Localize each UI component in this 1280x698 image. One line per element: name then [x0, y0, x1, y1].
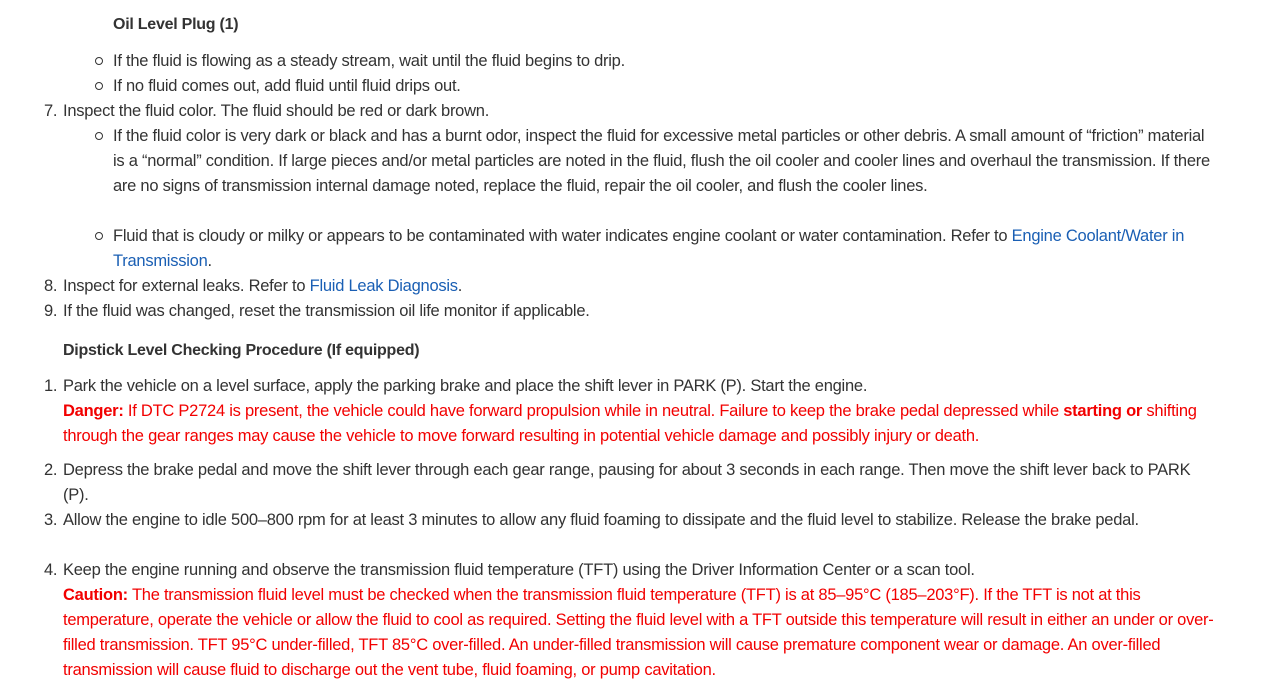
punctuation: .: [207, 252, 212, 270]
step-number: 2.: [44, 461, 58, 479]
item-text: Keep the engine running and observe the transmission fluid temperature (TFT) using the Driver Information Center or a scan tool.: [63, 561, 975, 579]
item-text: Fluid that is cloudy or milky or appears to be contaminated with water indicates engine coolant or water contamination. Refer to: [113, 227, 1012, 245]
step-number: 8.: [44, 277, 58, 295]
danger-warning: [63, 399, 1228, 449]
step-text: Allow the engine to idle 500–800 rpm for at least 3 minutes to allow any fluid foaming to dissipate and the fluid level to stabilize. Release the brake pedal.: [63, 511, 1139, 529]
fluid-leak-diagnosis-link[interactable]: Fluid Leak Diagnosis: [309, 277, 458, 295]
warning-text: If DTC P2724 is present, the vehicle could have forward propulsion while in neutral. Failure to keep the brake pedal depressed while: [123, 402, 1064, 420]
danger-label: Danger:: [63, 402, 124, 420]
step-number: 9.: [44, 302, 58, 320]
step-text: Depress the brake pedal and move the shift lever through each gear range, pausing for about 3 seconds in each range. Then move the shift lever back to PARK (P).: [63, 461, 1191, 504]
warning-bold: starting or: [1063, 402, 1143, 420]
step-text: If the fluid was changed, reset the transmission oil life monitor if applicable.: [63, 302, 590, 320]
step-text: [63, 558, 1233, 683]
bullet-icon: [95, 232, 103, 240]
list-item: If the fluid color is very dark or black and has a burnt odor, inspect the fluid for excessive metal particles or other debris. A small amount of “friction” material is a “normal” condition. If large pieces and/or metal particles are noted in the fluid, flush the oil cooler and cooler lines and overhaul the transmission. If there are no signs of transmission internal damage noted, replace the fluid, repair the oil cooler, and flush the cooler lines.: [113, 127, 1210, 195]
oil-plug-heading: Oil Level Plug (1): [113, 16, 239, 33]
step-number: 1.: [44, 377, 58, 395]
step-number: 4.: [44, 561, 58, 579]
caution-label: Caution:: [63, 586, 128, 604]
bullet-icon: [95, 82, 103, 90]
step-text: [63, 374, 1228, 449]
caution-warning: [63, 583, 1233, 683]
punctuation: .: [457, 277, 463, 295]
step-number: 7.: [44, 102, 58, 120]
step-text: [63, 274, 462, 299]
engine-coolant-link[interactable]: Engine Coolant/Water in Transmission: [113, 227, 1185, 270]
step-text: Inspect the fluid color. The fluid should be red or dark brown.: [63, 102, 490, 120]
list-item: If the fluid is flowing as a steady stream, wait until the fluid begins to drip.: [113, 52, 625, 70]
warning-text: shifting through the gear ranges may cause the vehicle to move forward resulting in potential vehicle damage and possibly injury or death.: [63, 402, 1197, 445]
list-item: [113, 224, 1193, 274]
item-text: Inspect for external leaks. Refer to: [63, 277, 310, 295]
warning-text: The transmission fluid level must be checked when the transmission fluid temperature (TFT) is at 85–95°C (185–203°F). If the TFT is not at this temperature, operate the vehicle or allow the fluid to cool as required. Setting the fluid level with a TFT outside this temperature will result in either an under or over-filled transmission. TFT 95°C under-filled, TFT 85°C over-filled. An under-filled transmission will cause premature component wear or damage. An over-filled transmission will cause fluid to discharge out the vent tube, fluid foaming, or pump cavitation.: [63, 586, 1214, 679]
bullet-icon: [95, 132, 103, 140]
bullet-icon: [95, 57, 103, 65]
dipstick-heading: Dipstick Level Checking Procedure (If equipped): [63, 342, 420, 359]
item-text: Park the vehicle on a level surface, apply the parking brake and place the shift lever in PARK (P). Start the engine.: [63, 377, 868, 395]
list-item: If no fluid comes out, add fluid until fluid drips out.: [113, 77, 461, 95]
step-number: 3.: [44, 511, 58, 529]
